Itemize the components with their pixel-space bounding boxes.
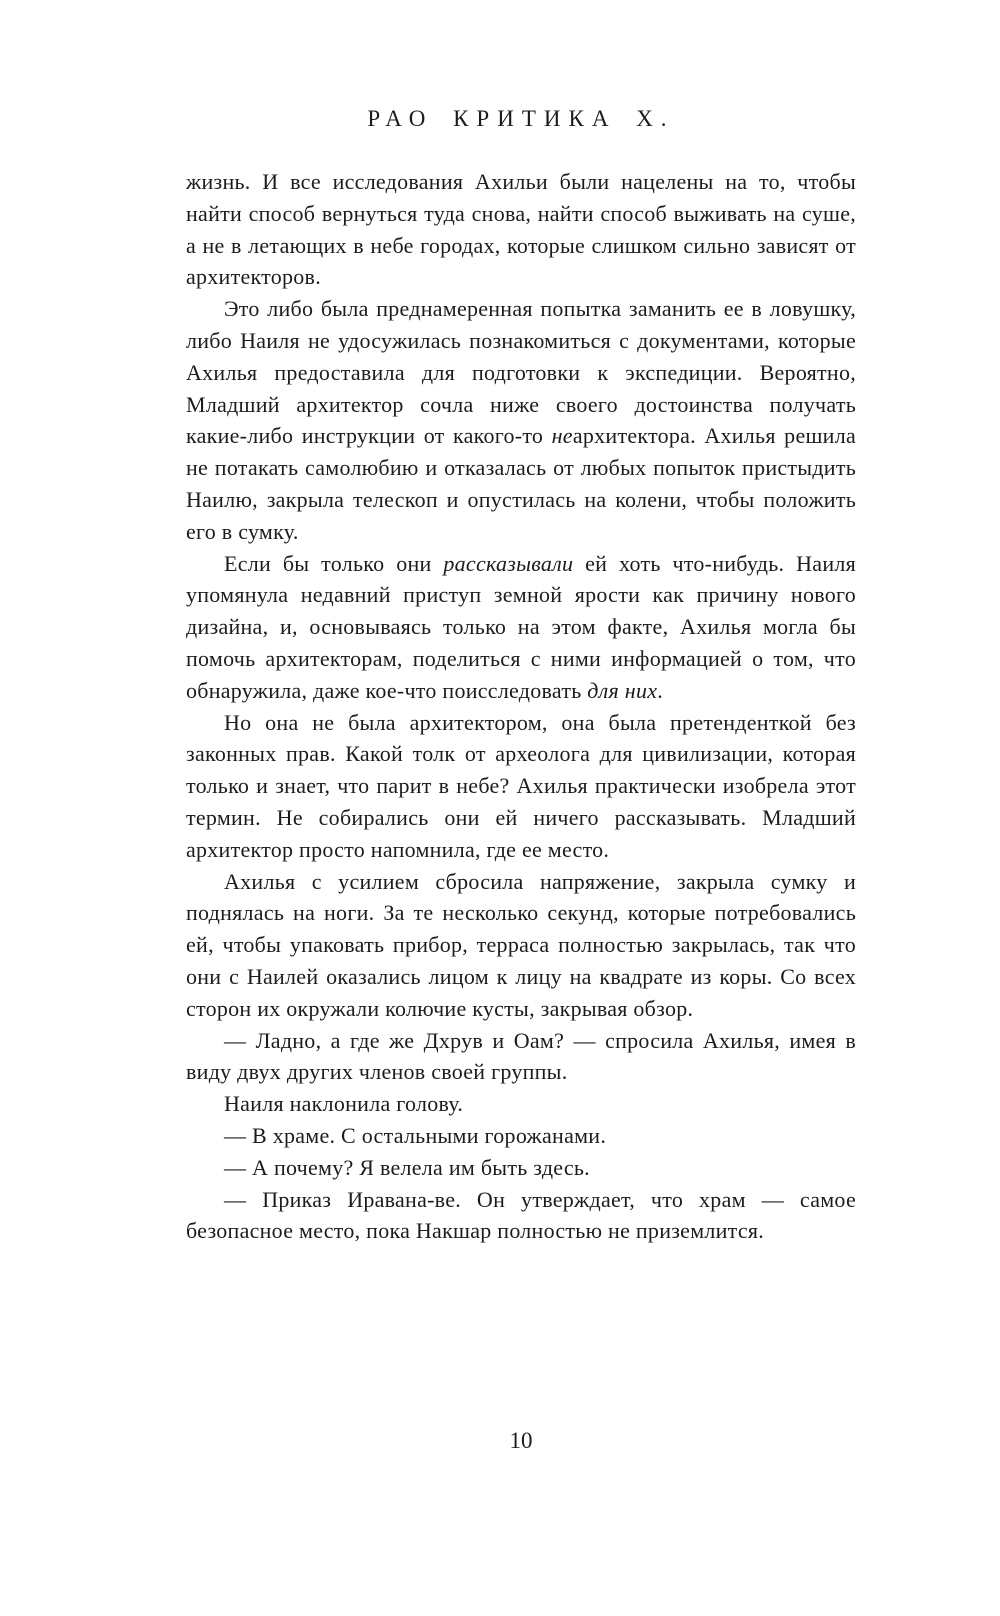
text-run: Ахилья с усилием сбросила напряжение, закрыла сумку и поднялась на ноги. За те несколько секунд, которые потребовались ей, чтобы упаковать прибор, терраса полностью закрылась, так что они с Наилей оказались лицом к лицу на квадрате из коры. Со всех сторон их окружали колючие кусты, закрывая обзор. [186, 868, 856, 1021]
text-run: — А почему? Я велела им быть здесь. [224, 1154, 590, 1180]
text-run: . [657, 677, 664, 703]
paragraph [186, 1120, 856, 1152]
text-run-italic: рассказывали [443, 550, 574, 576]
paragraph [186, 548, 856, 707]
text-run: Это либо была преднамеренная попытка заманить ее в ловушку, либо Наиля не удосужилась познакомиться с документами, которые Ахилья предоставила для подготовки к экспедиции. Вероятно, Младший архитектор сочла ниже своего достоинства получать какие-либо инструкции от какого-то [186, 296, 856, 449]
paragraph [186, 1088, 856, 1120]
paragraph [186, 1152, 856, 1184]
text-run: Но она не была архитектором, она была претенденткой без законных прав. Какой толк от археолога для цивилизации, которая только и знает, что парит в небе? Ахилья практически изобрела этот термин. Не собирались они ей ничего рассказывать. Младший архитектор просто напомнила, где ее место. [186, 709, 856, 862]
page-number: 10 [509, 1428, 533, 1453]
paragraph [186, 1184, 856, 1248]
text-run-italic: для них [587, 677, 658, 703]
paragraph [186, 293, 856, 547]
text-run: ей хоть что-нибудь. Наиля упомянула недавний приступ земной ярости как причину нового дизайна, и, основываясь только на этом факте, Ахилья могла бы помочь архитекторам, поделиться с ними информацией о том, что обнаружила, даже кое-что поисследовать [186, 550, 856, 703]
text-run: архитектора. Ахилья решила не потакать самолюбию и отказалась от любых попыток пристыдить Наилю, закрыла телескоп и опустилась на колени, чтобы положить его в сумку. [186, 423, 856, 544]
paragraph [186, 1025, 856, 1089]
text-run: Если бы только они [224, 550, 444, 576]
text-run: Наиля наклонила голову. [224, 1091, 464, 1117]
text-run: — Ладно, а где же Дхрув и Оам? — спросила Ахилья, имея в виду двух других членов своей группы. [186, 1027, 856, 1085]
text-block [186, 166, 856, 1247]
text-run: — Приказ Иравана-ве. Он утверждает, что храм — самое безопасное место, пока Накшар полностью не приземлится. [186, 1186, 856, 1244]
paragraph [186, 707, 856, 866]
text-run: — В храме. С остальными горожанами. [224, 1122, 607, 1148]
text-run-italic: не [551, 423, 573, 449]
paragraph [186, 166, 856, 293]
running-header: РАО КРИТИКА Х. [367, 106, 675, 131]
paragraph [186, 866, 856, 1025]
text-run: жизнь. И все исследования Ахильи были нацелены на то, чтобы найти способ вернуться туда снова, найти способ выживать на суше, а не в летающих в небе городах, которые слишком сильно зависят от архитекторов. [186, 169, 856, 290]
